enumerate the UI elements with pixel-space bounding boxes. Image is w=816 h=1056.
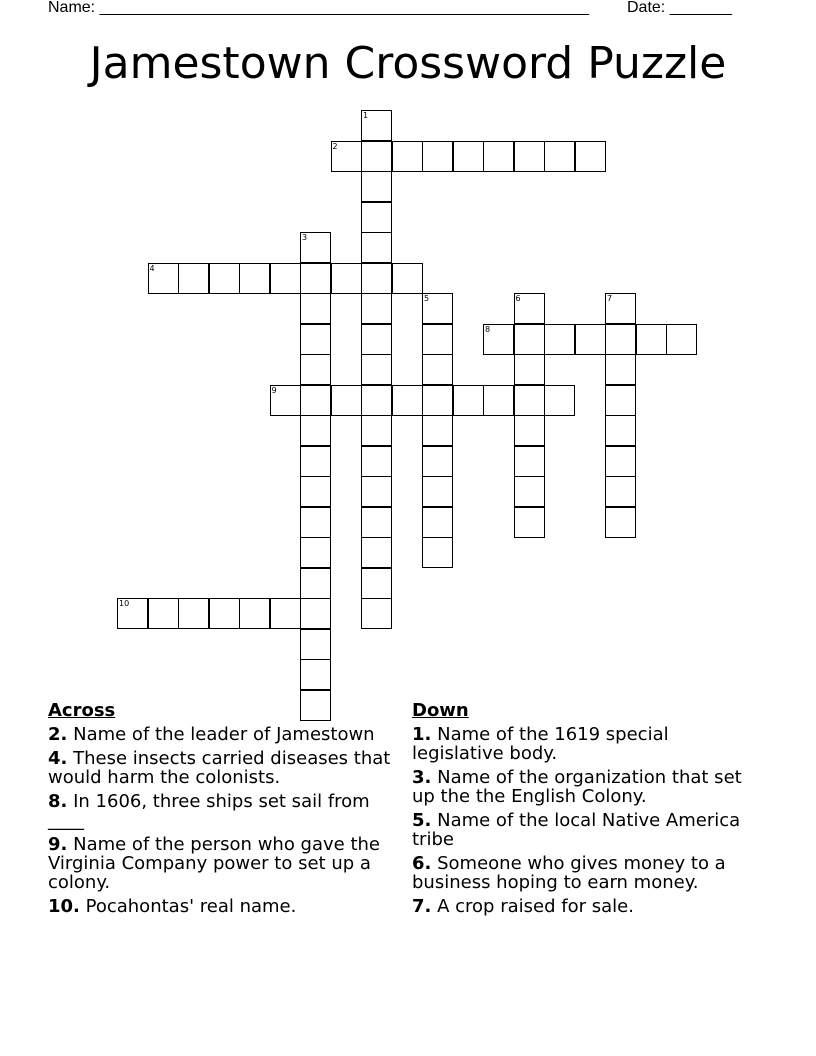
grid-cell[interactable] (209, 263, 240, 294)
grid-cell[interactable] (605, 385, 636, 416)
grid-cell[interactable] (544, 385, 575, 416)
clue-text: Name of the local Native America tribe (412, 810, 741, 850)
clue-text: Name of the 1619 special legislative body. (412, 724, 669, 764)
clue-number: 9. (48, 834, 68, 855)
grid-cell[interactable] (361, 354, 392, 385)
grid-cell[interactable] (514, 141, 545, 172)
grid-cell[interactable] (483, 141, 514, 172)
clue-text: Pocahontas' real name. (85, 896, 297, 917)
grid-cell[interactable] (361, 263, 392, 294)
name-field-line[interactable]: Name: _______________________________________________________ (48, 0, 589, 16)
grid-cell[interactable] (483, 324, 514, 355)
grid-cell[interactable] (300, 598, 331, 629)
grid-cell[interactable] (514, 324, 545, 355)
grid-cell[interactable] (270, 598, 301, 629)
grid-cell[interactable] (605, 476, 636, 507)
cell-number: 2 (332, 141, 338, 151)
grid-cell[interactable] (544, 141, 575, 172)
grid-cell[interactable] (361, 385, 392, 416)
clue-text: These insects carried diseases that would harm the colonists. (48, 748, 391, 788)
cell-number: 6 (515, 294, 521, 303)
grid-cell[interactable] (392, 263, 423, 294)
grid-cell[interactable] (361, 232, 392, 263)
grid-cell[interactable] (422, 141, 453, 172)
grid-cell[interactable] (300, 507, 331, 538)
grid-cell[interactable] (392, 141, 423, 172)
grid-cell[interactable] (361, 446, 392, 477)
clue-number: 10. (48, 896, 80, 917)
grid-cell[interactable] (575, 324, 606, 355)
grid-cell[interactable] (331, 141, 362, 172)
across-clue-9 (48, 835, 403, 892)
clue-text: Name of the organization that set up the the English Colony. (412, 767, 742, 807)
clue-text: A crop raised for sale. (437, 896, 634, 917)
grid-cell[interactable] (331, 385, 362, 416)
clue-number: 7. (412, 896, 432, 917)
across-clue-2 (48, 725, 403, 744)
clue-number: 5. (412, 810, 432, 831)
cell-number: 9 (271, 385, 277, 395)
cell-number: 5 (424, 294, 430, 303)
down-clues (412, 701, 762, 921)
grid-cell[interactable] (361, 202, 392, 233)
cell-number: 4 (149, 263, 155, 273)
clue-number: 1. (412, 724, 432, 745)
grid-cell[interactable] (453, 141, 484, 172)
down-clue-5 (412, 811, 762, 849)
page-title: Jamestown Crossword Puzzle (89, 38, 727, 89)
grid-cell[interactable] (605, 354, 636, 385)
across-heading: Across (48, 700, 116, 721)
grid-cell[interactable] (514, 446, 545, 477)
grid-cell[interactable] (148, 263, 179, 294)
grid-cell[interactable] (361, 110, 392, 141)
cell-number: 3 (302, 233, 308, 242)
grid-cell[interactable] (605, 507, 636, 538)
grid-cell[interactable] (300, 476, 331, 507)
grid-cell[interactable] (422, 537, 453, 568)
grid-cell[interactable] (300, 415, 331, 446)
across-clue-10 (48, 897, 403, 916)
clue-number: 6. (412, 853, 432, 874)
grid-cell[interactable] (514, 293, 545, 324)
grid-cell[interactable] (514, 385, 545, 416)
grid-cell[interactable] (300, 629, 331, 660)
cell-number: 7 (607, 294, 613, 303)
across-clue-4 (48, 749, 403, 787)
grid-cell[interactable] (117, 598, 148, 629)
grid-cell[interactable] (544, 324, 575, 355)
clue-number: 4. (48, 748, 68, 769)
grid-cell[interactable] (270, 263, 301, 294)
grid-cell[interactable] (361, 171, 392, 202)
grid-cell[interactable] (422, 385, 453, 416)
down-clue-1 (412, 725, 762, 763)
grid-cell[interactable] (300, 659, 331, 690)
grid-cell[interactable] (300, 568, 331, 599)
grid-cell[interactable] (422, 324, 453, 355)
grid-cell[interactable] (331, 263, 362, 294)
grid-cell[interactable] (300, 385, 331, 416)
grid-cell[interactable] (361, 507, 392, 538)
grid-cell[interactable] (361, 537, 392, 568)
grid-cell[interactable] (453, 385, 484, 416)
grid-cell[interactable] (636, 324, 667, 355)
grid-cell[interactable] (361, 293, 392, 324)
grid-cell[interactable] (422, 446, 453, 477)
grid-cell[interactable] (605, 446, 636, 477)
grid-cell[interactable] (239, 263, 270, 294)
grid-cell[interactable] (361, 141, 392, 172)
grid-cell[interactable] (300, 324, 331, 355)
grid-cell[interactable] (270, 385, 301, 416)
grid-cell[interactable] (514, 476, 545, 507)
clue-number: 8. (48, 791, 68, 812)
grid-cell[interactable] (422, 415, 453, 446)
grid-cell[interactable] (361, 415, 392, 446)
grid-cell[interactable] (605, 415, 636, 446)
grid-cell[interactable] (300, 263, 331, 294)
grid-cell[interactable] (422, 293, 453, 324)
grid-cell[interactable] (514, 354, 545, 385)
across-clues (48, 701, 403, 921)
cell-number: 1 (363, 111, 369, 120)
grid-cell[interactable] (361, 568, 392, 599)
cell-number: 10 (119, 599, 130, 608)
cell-number: 8 (485, 324, 491, 334)
clue-text: In 1606, three ships set sail from ____ (48, 791, 370, 831)
grid-cell[interactable] (514, 415, 545, 446)
grid-cell[interactable] (422, 354, 453, 385)
grid-cell[interactable] (361, 476, 392, 507)
grid-cell[interactable] (422, 476, 453, 507)
grid-cell[interactable] (300, 446, 331, 477)
grid-cell[interactable] (148, 598, 179, 629)
grid-cell[interactable] (483, 385, 514, 416)
grid-cell[interactable] (300, 232, 331, 263)
grid-cell[interactable] (605, 293, 636, 324)
grid-cell[interactable] (300, 293, 331, 324)
clue-number: 3. (412, 767, 432, 788)
down-clue-3 (412, 768, 762, 806)
across-clue-8 (48, 792, 403, 830)
grid-cell[interactable] (178, 598, 209, 629)
grid-cell[interactable] (361, 324, 392, 355)
clue-number: 2. (48, 724, 68, 745)
clue-text: Name of the leader of Jamestown (73, 724, 375, 745)
grid-cell[interactable] (575, 141, 606, 172)
date-field-line[interactable]: Date: _______ (627, 0, 732, 16)
grid-cell[interactable] (392, 385, 423, 416)
clue-text: Someone who gives money to a business hoping to earn money. (412, 853, 726, 893)
down-clue-6 (412, 854, 762, 892)
down-clue-7 (412, 897, 762, 916)
grid-cell[interactable] (666, 324, 697, 355)
grid-cell[interactable] (209, 598, 240, 629)
grid-cell[interactable] (239, 598, 270, 629)
grid-cell[interactable] (300, 354, 331, 385)
grid-cell[interactable] (422, 507, 453, 538)
grid-cell[interactable] (605, 324, 636, 355)
grid-cell[interactable] (178, 263, 209, 294)
grid-cell[interactable] (300, 537, 331, 568)
down-heading: Down (412, 700, 469, 721)
grid-cell[interactable] (361, 598, 392, 629)
clue-text: Name of the person who gave the Virginia Company power to set up a colony. (48, 834, 380, 893)
grid-cell[interactable] (514, 507, 545, 538)
